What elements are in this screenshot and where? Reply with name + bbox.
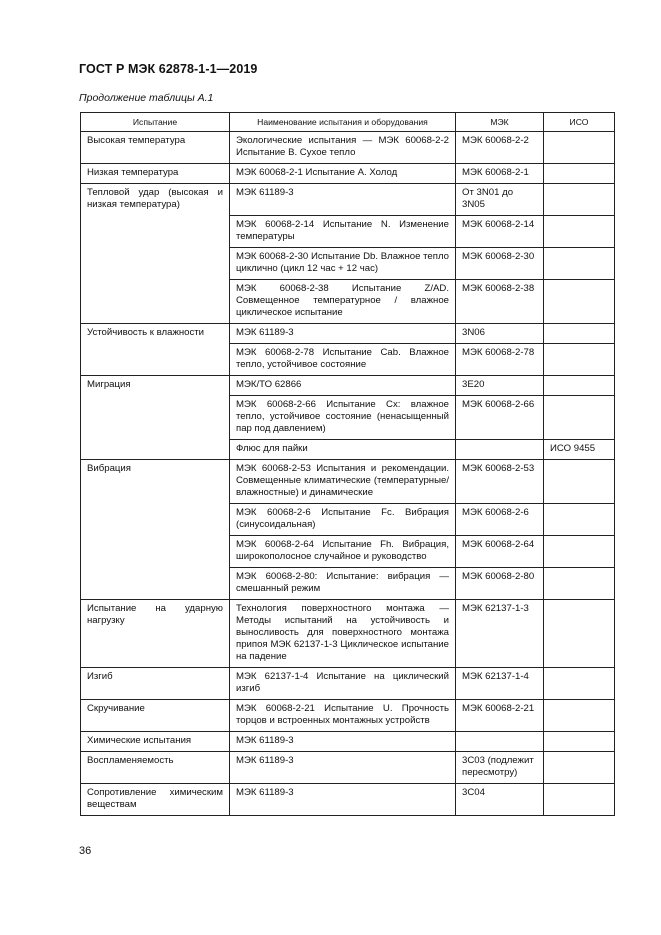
cell-name: МЭК/ТО 62866 [230, 376, 456, 396]
cell-iec: МЭК 60068-2-66 [456, 396, 544, 440]
table-row [81, 376, 615, 396]
cell-name: МЭК 61189-3 [230, 324, 456, 344]
cell-iso [544, 376, 615, 396]
cell-iso [544, 132, 615, 164]
cell-iec: МЭК 60068-2-14 [456, 216, 544, 248]
column-header-test: Испытание [81, 113, 230, 132]
cell-iec: От 3N01 до 3N05 [456, 184, 544, 216]
table-row [81, 184, 615, 216]
cell-iso [544, 536, 615, 568]
table-header-row [81, 113, 615, 132]
cell-iec: 3N06 [456, 324, 544, 344]
cell-name: МЭК 60068-2-53 Испытания и рекомендации. Совмещенные климатические (температурные/влажностные) и динамические [230, 460, 456, 504]
cell-iso [544, 216, 615, 248]
cell-iso [544, 324, 615, 344]
cell-name: МЭК 60068-2-80: Испытание: вибрация — смешанный режим [230, 568, 456, 600]
cell-name: Технология поверхностного монтажа — Методы испытаний на устойчивость и выносливость для поверхностного монтажа припоя МЭК 62137-1-3 Циклическое испытание на падение [230, 600, 456, 668]
cell-name: МЭК 61189-3 [230, 784, 456, 816]
cell-iso [544, 568, 615, 600]
cell-name: МЭК 60068-2-66 Испытание Сх: влажное тепло, устойчивое состояние (ненасыщенный пар под давлением) [230, 396, 456, 440]
cell-iso [544, 184, 615, 216]
table-row [81, 732, 615, 752]
cell-iec: МЭК 60068-2-2 [456, 132, 544, 164]
cell-iso [544, 344, 615, 376]
cell-iso [544, 396, 615, 440]
cell-iec [456, 732, 544, 752]
cell-iec: МЭК 60068-2-64 [456, 536, 544, 568]
cell-iso [544, 248, 615, 280]
cell-test: Тепловой удар (высокая и низкая температура) [81, 184, 230, 324]
cell-iec: МЭК 60068-2-30 [456, 248, 544, 280]
cell-iec: МЭК 62137-1-4 [456, 668, 544, 700]
table-caption: Продолжение таблицы А.1 [79, 92, 214, 104]
cell-iec: МЭК 60068-2-38 [456, 280, 544, 324]
cell-iso [544, 700, 615, 732]
cell-iso: ИСО 9455 [544, 440, 615, 460]
cell-iso [544, 164, 615, 184]
cell-iec: МЭК 60068-2-53 [456, 460, 544, 504]
cell-name: МЭК 60068-2-6 Испытание Fc. Вибрация (синусоидальная) [230, 504, 456, 536]
cell-test: Вибрация [81, 460, 230, 600]
test-table [80, 112, 615, 816]
cell-iec: 3С03 (подлежит пересмотру) [456, 752, 544, 784]
table-row [81, 460, 615, 504]
cell-name: Экологические испытания — МЭК 60068-2-2 Испытание В. Сухое тепло [230, 132, 456, 164]
cell-iec: 3С04 [456, 784, 544, 816]
page-number: 36 [79, 845, 92, 857]
cell-test: Скручивание [81, 700, 230, 732]
cell-iec: МЭК 60068-2-80 [456, 568, 544, 600]
table-row [81, 668, 615, 700]
cell-iso [544, 460, 615, 504]
cell-name: МЭК 60068-2-78 Испытание Cab. Влажное тепло, устойчивое состояние [230, 344, 456, 376]
column-header-iec: МЭК [456, 113, 544, 132]
cell-name: МЭК 61189-3 [230, 732, 456, 752]
cell-test: Испытание на ударную нагрузку [81, 600, 230, 668]
table-row [81, 700, 615, 732]
cell-iec: МЭК 60068-2-21 [456, 700, 544, 732]
column-header-iso: ИСО [544, 113, 615, 132]
cell-name: МЭК 60068-2-14 Испытание N. Изменение температуры [230, 216, 456, 248]
cell-name: МЭК 61189-3 [230, 752, 456, 784]
table-row [81, 324, 615, 344]
cell-iec: МЭК 62137-1-3 [456, 600, 544, 668]
table-row [81, 164, 615, 184]
cell-iec [456, 440, 544, 460]
cell-name: МЭК 61189-3 [230, 184, 456, 216]
cell-name: МЭК 60068-2-38 Испытание Z/AD. Совмещенное температурное / влажное циклическое испытание [230, 280, 456, 324]
cell-iso [544, 504, 615, 536]
cell-iso [544, 752, 615, 784]
cell-iec: МЭК 60068-2-78 [456, 344, 544, 376]
cell-test: Изгиб [81, 668, 230, 700]
cell-iso [544, 280, 615, 324]
table-row [81, 752, 615, 784]
cell-test: Миграция [81, 376, 230, 460]
cell-iso [544, 784, 615, 816]
cell-test: Воспламеняемость [81, 752, 230, 784]
cell-name: МЭК 62137-1-4 Испытание на циклический изгиб [230, 668, 456, 700]
cell-iec: МЭК 60068-2-1 [456, 164, 544, 184]
cell-iso [544, 600, 615, 668]
cell-test: Высокая температура [81, 132, 230, 164]
cell-name: Флюс для пайки [230, 440, 456, 460]
cell-iec: МЭК 60068-2-6 [456, 504, 544, 536]
table-row [81, 600, 615, 668]
cell-name: МЭК 60068-2-64 Испытание Fh. Вибрация, широкополосное случайное и руководство [230, 536, 456, 568]
cell-test: Низкая температура [81, 164, 230, 184]
table-row [81, 132, 615, 164]
cell-name: МЭК 60068-2-30 Испытание Db. Влажное тепло циклично (цикл 12 час + 12 час) [230, 248, 456, 280]
document-title: ГОСТ Р МЭК 62878-1-1—2019 [79, 62, 258, 76]
cell-iso [544, 732, 615, 752]
cell-iec: 3E20 [456, 376, 544, 396]
cell-name: МЭК 60068-2-21 Испытание U. Прочность торцов и встроенных монтажных устройств [230, 700, 456, 732]
table-row [81, 784, 615, 816]
cell-name: МЭК 60068-2-1 Испытание А. Холод [230, 164, 456, 184]
cell-test: Химические испытания [81, 732, 230, 752]
cell-iso [544, 668, 615, 700]
cell-test: Устойчивость к влажности [81, 324, 230, 376]
column-header-name: Наименование испытания и оборудования [230, 113, 456, 132]
cell-test: Сопротивление химическим веществам [81, 784, 230, 816]
